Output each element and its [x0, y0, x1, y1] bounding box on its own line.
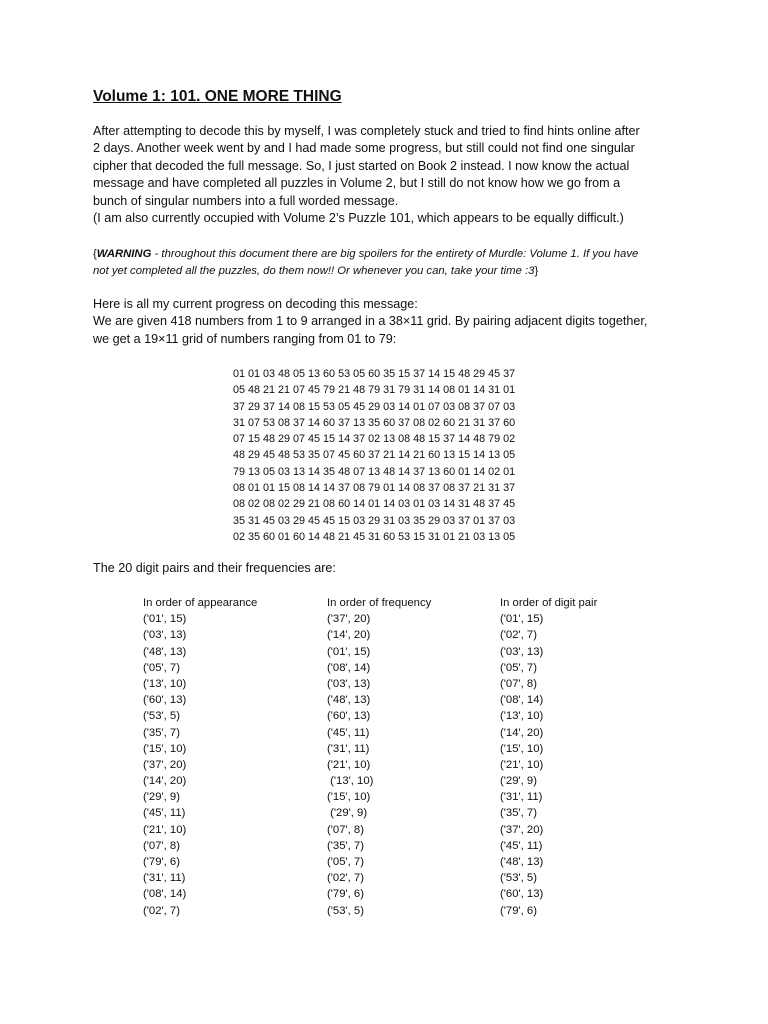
- warning-open-brace: {: [93, 248, 97, 260]
- pair-entry: ('02', 7): [327, 872, 364, 885]
- pair-entry: ('60', 13): [143, 694, 187, 707]
- pair-entry: ('60', 13): [500, 888, 544, 901]
- pair-entry: ('03', 13): [500, 645, 544, 658]
- pair-entry: ('01', 15): [500, 613, 544, 626]
- pair-entry: ('08', 14): [500, 694, 544, 707]
- pair-entry: ('08', 14): [143, 888, 187, 901]
- number-grid: [233, 366, 515, 545]
- pair-entry: ('01', 15): [327, 645, 371, 658]
- pair-entry: ('37', 20): [500, 823, 544, 836]
- column-header: In order of digit pair: [500, 597, 598, 609]
- pair-entry: ('45', 11): [143, 807, 186, 820]
- progress-paragraph: [93, 296, 683, 348]
- pair-entry: ('07', 8): [143, 839, 180, 852]
- pair-entry: ('21', 10): [143, 823, 187, 836]
- grid-row: 02 35 60 01 60 14 48 21 45 31 60 53 15 31 01 21 03 13 05: [233, 530, 516, 543]
- intro-line: cipher that decoded the full message. So, I just started on Book 2 instead. I now know the actual: [93, 158, 630, 173]
- intro-line: After attempting to decode this by myself, I was completely stuck and tried to find hints online after: [93, 124, 640, 138]
- spoiler-warning: [93, 246, 683, 280]
- warning-text: not yet completed all the puzzles, do them now!! Or whenever you can, take your time :3: [93, 265, 535, 277]
- intro-line: (I am also currently occupied with Volume 2’s Puzzle 101, which appears to be equally difficult.): [93, 211, 624, 226]
- grid-row: 79 13 05 03 13 14 35 48 07 13 48 14 37 13 60 01 14 02 01: [233, 465, 516, 478]
- pair-entry: ('79', 6): [500, 904, 537, 917]
- pair-entry: ('13', 10): [327, 775, 374, 788]
- pair-entry: ('29', 9): [500, 775, 537, 788]
- pair-entry: ('79', 6): [327, 888, 364, 901]
- grid-row: 08 02 08 02 29 21 08 60 14 01 14 03 01 03 14 31 48 37 45: [233, 498, 516, 511]
- pair-entry: ('53', 5): [143, 710, 180, 723]
- pair-entry: ('05', 7): [327, 856, 364, 868]
- pair-entry: ('45', 11): [327, 726, 370, 739]
- pair-entry: ('21', 10): [500, 758, 544, 771]
- pair-entry: ('37', 20): [143, 758, 187, 771]
- warning-text: - throughout this document there are big spoilers for the entirety of Murdle: Volume 1. If you have: [151, 248, 639, 260]
- pair-entry: ('48', 13): [500, 856, 544, 868]
- pair-entry: ('35', 7): [500, 807, 537, 820]
- pair-entry: ('01', 15): [143, 613, 187, 626]
- grid-row: 31 07 53 08 37 14 60 37 13 35 60 37 08 02 60 21 31 37 60: [233, 416, 516, 429]
- pair-entry: ('29', 9): [327, 807, 368, 820]
- progress-line: we get a 19×11 grid of numbers ranging from 01 to 79:: [93, 331, 397, 346]
- appearance-column: [143, 595, 257, 919]
- document-title: Volume 1: 101. ONE MORE THING: [93, 88, 342, 105]
- grid-row: 07 15 48 29 07 45 15 14 37 02 13 08 48 15 37 14 48 79 02: [233, 433, 516, 446]
- pair-entry: ('08', 14): [327, 661, 371, 674]
- pair-entry: ('15', 10): [143, 742, 187, 755]
- pair-entry: ('05', 7): [143, 661, 180, 674]
- grid-row: 48 29 45 48 53 35 07 45 60 37 21 14 21 60 13 15 14 13 05: [233, 449, 516, 462]
- pair-entry: ('05', 7): [500, 661, 537, 674]
- grid-row: 35 31 45 03 29 45 45 15 03 29 31 03 35 29 03 37 01 37 03: [233, 514, 516, 527]
- pair-entry: ('02', 7): [500, 629, 537, 642]
- pair-entry: ('21', 10): [327, 758, 371, 771]
- pair-entry: ('14', 20): [143, 775, 187, 788]
- pair-entry: ('31', 11): [327, 742, 370, 755]
- pair-entry: ('15', 10): [327, 791, 371, 804]
- pair-entry: ('37', 20): [327, 613, 371, 626]
- pair-entry: ('02', 7): [143, 904, 180, 917]
- pair-entry: ('14', 20): [327, 629, 371, 642]
- pair-entry: ('60', 13): [327, 710, 371, 723]
- grid-row: 01 01 03 48 05 13 60 53 05 60 35 15 37 14 15 48 29 45 37: [233, 368, 516, 380]
- pair-entry: ('31', 11): [500, 791, 543, 804]
- pair-entry: ('79', 6): [143, 856, 180, 868]
- intro-line: bunch of singular numbers into a full worded message.: [93, 193, 399, 208]
- grid-row: 05 48 21 21 07 45 79 21 48 79 31 79 31 14 08 01 14 31 01: [233, 384, 516, 397]
- pair-entry: ('14', 20): [500, 726, 544, 739]
- intro-line: 2 days. Another week went by and I had made some progress, but still could not find one singular: [93, 141, 635, 156]
- pair-entry: ('07', 8): [500, 677, 537, 690]
- pair-entry: ('48', 13): [327, 694, 371, 707]
- column-header: In order of appearance: [143, 597, 258, 609]
- pair-entry: ('53', 5): [327, 904, 364, 917]
- frequency-column: [327, 595, 431, 919]
- pairs-intro-text: The 20 digit pairs and their frequencies are:: [93, 561, 336, 575]
- pair-entry: ('07', 8): [327, 823, 364, 836]
- pairs-intro: [93, 560, 683, 577]
- grid-row: 08 01 01 15 08 14 14 37 08 79 01 14 08 37 08 37 21 31 37: [233, 482, 516, 495]
- pair-entry: ('13', 10): [143, 677, 187, 690]
- pair-entry: ('35', 7): [327, 839, 364, 852]
- progress-line: We are given 418 numbers from 1 to 9 arranged in a 38×11 grid. By pairing adjacent digits together,: [93, 314, 648, 329]
- digit-pair-column: [500, 595, 597, 919]
- pair-entry: ('35', 7): [143, 726, 180, 739]
- pair-entry: ('29', 9): [143, 791, 180, 804]
- pair-entry: ('48', 13): [143, 645, 187, 658]
- column-header: In order of frequency: [327, 597, 432, 609]
- pair-entry: ('03', 13): [143, 629, 187, 642]
- progress-line: Here is all my current progress on decoding this message:: [93, 297, 418, 311]
- pair-entry: ('15', 10): [500, 742, 544, 755]
- pair-entry: ('53', 5): [500, 872, 537, 885]
- pair-entry: ('45', 11): [500, 839, 543, 852]
- grid-row: 37 29 37 14 08 15 53 05 45 29 03 14 01 07 03 08 37 07 03: [233, 400, 516, 413]
- pair-entry: ('13', 10): [500, 710, 544, 723]
- intro-paragraph: [93, 123, 683, 227]
- warning-label: WARNING: [96, 248, 152, 260]
- warning-close-brace: }: [534, 265, 539, 277]
- intro-line: message and have completed all puzzles in Volume 2, but I still do not know how we go from a: [93, 176, 621, 191]
- pair-entry: ('31', 11): [143, 872, 186, 885]
- pair-entry: ('03', 13): [327, 677, 371, 690]
